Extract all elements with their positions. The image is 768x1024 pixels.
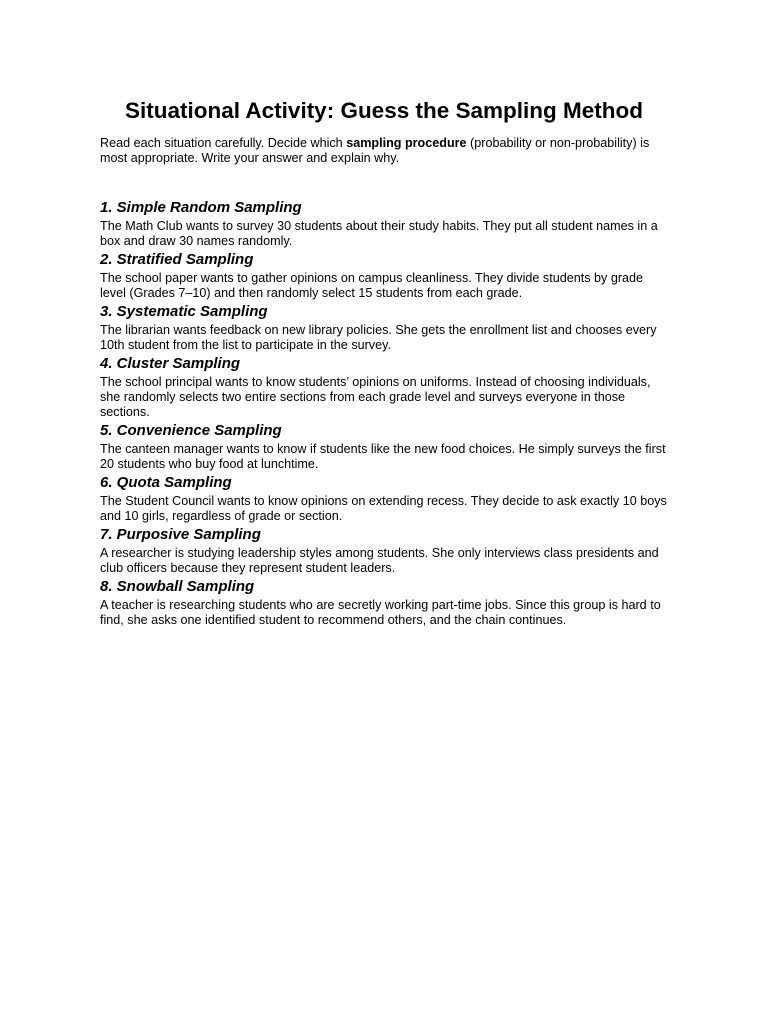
situation-item-8 — [100, 578, 668, 628]
situation-heading: 6. Quota Sampling — [100, 474, 232, 491]
situation-text: The Student Council wants to know opinions on extending recess. They decide to ask exactly 10 boys and 10 girls, regardless of grade or section. — [100, 494, 667, 523]
situation-list — [100, 199, 668, 628]
situation-item-7 — [100, 526, 668, 576]
situation-heading: 7. Purposive Sampling — [100, 526, 261, 543]
intro-paragraph — [100, 136, 668, 166]
situation-item-1 — [100, 199, 668, 249]
page-title: Situational Activity: Guess the Sampling Method — [125, 98, 643, 123]
situation-text: The Math Club wants to survey 30 students about their study habits. They put all student names in a box and draw 30 names randomly. — [100, 219, 658, 248]
situation-item-2 — [100, 251, 668, 301]
situation-heading: 5. Convenience Sampling — [100, 422, 282, 439]
situation-heading: 3. Systematic Sampling — [100, 303, 268, 320]
situation-text: A researcher is studying leadership styles among students. She only interviews class presidents and club officers because they represent student leaders. — [100, 546, 659, 575]
situation-text: The librarian wants feedback on new library policies. She gets the enrollment list and chooses every 10th student from the list to participate in the survey. — [100, 323, 657, 352]
situation-item-4 — [100, 355, 668, 420]
situation-item-6 — [100, 474, 668, 524]
situation-text: A teacher is researching students who are secretly working part-time jobs. Since this group is hard to find, she asks one identified student to recommend others, and the chain continues. — [100, 598, 661, 627]
intro-bold-term: sampling procedure — [346, 136, 467, 150]
situation-text: The school paper wants to gather opinions on campus cleanliness. They divide students by grade level (Grades 7–10) and then randomly select 15 students from each grade. — [100, 271, 644, 300]
situation-item-3 — [100, 303, 668, 353]
situation-item-5 — [100, 422, 668, 472]
intro-text-start: Read each situation carefully. Decide which — [100, 136, 347, 150]
situation-text: The canteen manager wants to know if students like the new food choices. He simply surveys the first 20 students who buy food at lunchtime. — [100, 442, 666, 471]
situation-heading: 1. Simple Random Sampling — [100, 199, 302, 216]
situation-heading: 8. Snowball Sampling — [100, 578, 255, 595]
situation-heading: 4. Cluster Sampling — [100, 355, 241, 372]
document-page — [100, 96, 668, 628]
situation-heading: 2. Stratified Sampling — [100, 251, 254, 268]
intro-text-end: (probability or non-probability) is most appropriate. Write your answer and explain why. — [100, 136, 650, 165]
situation-text: The school principal wants to know students’ opinions on uniforms. Instead of choosing individuals, she randomly selects two entire sections from each grade level and surveys everyone in those sections. — [100, 375, 651, 419]
